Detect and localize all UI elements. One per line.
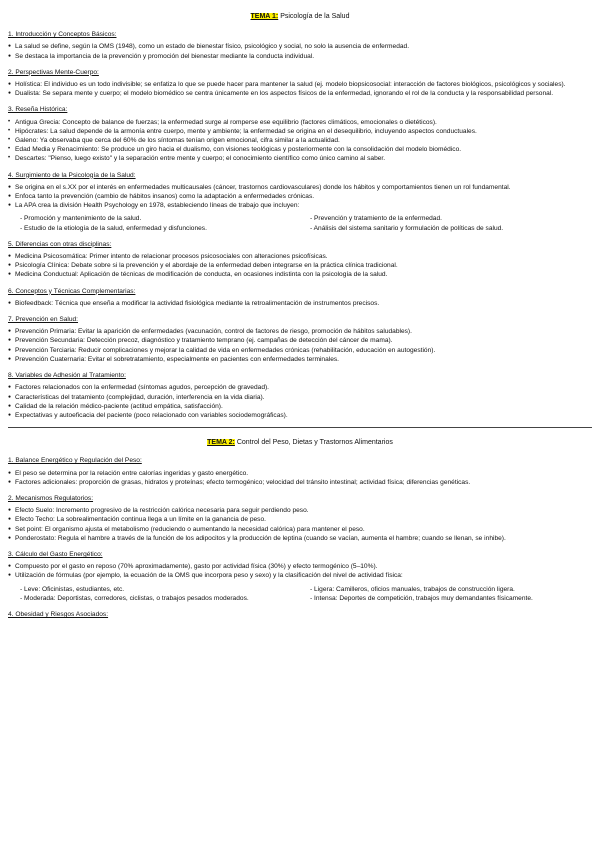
list-item: ● La APA crea la división Health Psychology en 1978, estableciendo líneas de trabajo que incluyen: xyxy=(8,201,592,210)
section-heading: 4. Obesidad y Riesgos Asociados: xyxy=(8,610,109,618)
list-item: ● Psicología Clínica: Debate sobre si la prevención y el abordaje de la enfermedad deben integrarse en la práctica clínica tradicional. xyxy=(8,261,592,270)
list-item: ● Dualista: Se separa mente y cuerpo; el modelo biomédico se centra únicamente en los aspectos físicos de la enfermedad, ignorando el rol de la conducta y la responsabilidad personal. xyxy=(8,89,592,98)
sublist-item: - Ligera: Camilleros, oficios manuales, trabajos de construcción ligera. xyxy=(310,585,515,593)
list-item: ● Enfoca tanto la prevención (cambio de hábitos insanos) como la adaptación a enfermedades crónicas. xyxy=(8,192,592,201)
section-gasto-energetico xyxy=(8,550,592,603)
list-item: ● Prevención Terciaria: Reducir complicaciones y mejorar la calidad de vida en enfermedades crónicas (rehabilitación, educación en autogestión). xyxy=(8,346,592,355)
list-item: ● Se origina en el s.XX por el interés en enfermedades multicausales (cáncer, trastornos cardiovasculares) donde los hábitos y comportamientos tienen un rol fundamental. xyxy=(8,183,592,192)
section-heading: 3. Cálculo del Gasto Energético: xyxy=(8,550,103,558)
sublist-item: - Prevención y tratamiento de la enfermedad. xyxy=(310,215,442,223)
list-item: ● Utilización de fórmulas (por ejemplo, la ecuación de la OMS que incorpora peso y sexo) y la clasificación del nivel de actividad física: xyxy=(8,571,592,580)
sublist-item: - Estudio de la etiología de la salud, enfermedad y disfunciones. xyxy=(20,224,207,232)
list-item: ● Medicina Psicosomática: Primer intento de relacionar procesos psicosociales con alteraciones psicofísicas. xyxy=(8,252,592,261)
list-item: ● Factores adicionales: proporción de grasas, hidratos y proteínas; efecto termogénico; velocidad del tránsito intestinal; actividad física; diferencias genéticas. xyxy=(8,478,592,487)
tema1-title xyxy=(8,12,592,21)
list-item: ● La salud se define, según la OMS (1948), como un estado de bienestar físico, psicológico y social, no solo la ausencia de enfermedad. xyxy=(8,42,592,51)
list-item: • Edad Media y Renacimiento: Se produce un giro hacia el dualismo, con visiones teológicas y posteriormente con la consolidación del modelo biomédico. xyxy=(8,145,592,154)
tema2-subject: Control del Peso, Dietas y Trastornos Alimentarios xyxy=(236,439,393,447)
list-item: ● Efecto Suelo: Incremento progresivo de la restricción calórica necesaria para seguir perdiendo peso. xyxy=(8,506,592,515)
section-conceptos-tecnicas xyxy=(8,287,592,308)
sublist-item: - Promoción y mantenimiento de la salud. xyxy=(20,215,142,223)
list-item: ● Medicina Conductual: Aplicación de técnicas de modificación de conducta, en ocasiones indistinta con la psicología de la salud. xyxy=(8,270,592,279)
section-heading: 7. Prevención en Salud: xyxy=(8,316,79,324)
list-item: ● Prevención Cuaternaria: Evitar el sobretratamiento, especialmente en pacientes con enfermedades terminales. xyxy=(8,355,592,364)
section-mecanismos xyxy=(8,494,592,543)
section-prevencion xyxy=(8,315,592,364)
list-item: ● Prevención Secundaria: Detección precoz, diagnóstico y tratamiento temprano (ej. campañas de detección del cáncer de mama). xyxy=(8,336,592,345)
list-item: • Hipócrates: La salud depende de la armonía entre cuerpo, mente y ambiente; la enfermedad se origina en el desequilibrio, incluyendo aspectos conductuales. xyxy=(8,127,592,136)
section-heading: 6. Conceptos y Técnicas Complementarias: xyxy=(8,287,136,295)
section-balance-energetico xyxy=(8,456,592,487)
section-heading: 2. Mecanismos Regulatorios: xyxy=(8,494,94,502)
list-item: ● Se destaca la importancia de la prevención y promoción del bienestar mediante la conducta individual. xyxy=(8,52,592,61)
list-item: ● Calidad de la relación médico-paciente (actitud empática, satisfacción). xyxy=(8,402,592,411)
section-perspectivas xyxy=(8,68,592,99)
tema2-title xyxy=(8,438,592,447)
sublist-lineas-trabajo xyxy=(20,214,592,232)
section-obesidad xyxy=(8,610,592,619)
list-item: ● Set point: El organismo ajusta el metabolismo (reduciendo o aumentando la necesidad calórica) para mantener el peso. xyxy=(8,525,592,534)
section-heading: 5. Diferencias con otras disciplinas: xyxy=(8,240,112,248)
list-item: • Galeno: Ya observaba que cerca del 60% de los síntomas tenían origen emocional, cifra similar a la actualidad. xyxy=(8,136,592,145)
sublist-item: - Análisis del sistema sanitario y formulación de políticas de salud. xyxy=(310,224,504,232)
tema1-label: TEMA 1: xyxy=(250,13,279,20)
tema2-label: TEMA 2: xyxy=(207,439,235,447)
sublist-item: - Moderada: Deportistas, corredores, ciclistas, o trabajos pesados moderados. xyxy=(20,594,249,602)
section-introduccion xyxy=(8,30,592,61)
section-resena-historica xyxy=(8,105,592,163)
section-heading: 8. Variables de Adhesión al Tratamiento: xyxy=(8,372,126,380)
section-divider xyxy=(8,427,592,428)
sublist-item: - Intensa: Deportes de competición, trabajos muy demandantes físicamente. xyxy=(310,594,533,602)
section-diferencias xyxy=(8,240,592,280)
list-item: ● Prevención Primaria: Evitar la aparición de enfermedades (vacunación, control de factores de riesgo, promoción de hábitos saludables). xyxy=(8,327,592,336)
section-heading: 1. Balance Energético y Regulación del Peso: xyxy=(8,457,142,465)
list-item: ● El peso se determina por la relación entre calorías ingeridas y gasto energético. xyxy=(8,469,592,478)
section-adhesion xyxy=(8,371,592,420)
list-item: ● Expectativas y autoeficacia del paciente (poco relacionado con variables sociodemográficas). xyxy=(8,411,592,420)
list-item: ● Efecto Techo: La sobrealimentación continua llega a un límite en la ganancia de peso. xyxy=(8,515,592,524)
list-item: ● Biofeedback: Técnica que enseña a modificar la actividad fisiológica mediante la retroalimentación de instrumentos precisos. xyxy=(8,299,592,308)
sublist-actividad-fisica xyxy=(20,585,592,603)
section-heading: 2. Perspectivas Mente-Cuerpo: xyxy=(8,68,99,76)
section-surgimiento xyxy=(8,171,592,233)
section-heading: 4. Surgimiento de la Psicología de la Salud: xyxy=(8,171,136,179)
list-item: • Antigua Grecia: Concepto de balance de fuerzas; la enfermedad surge al romperse ese equilibrio (factores climáticos, emocionales o dietéticos). xyxy=(8,118,592,127)
list-item: ● Holística: El individuo es un todo indivisible; se enfatiza lo que se puede hacer para mantener la salud (ej. modelo biopsicosocial: interacción de factores biológicos, psicológicos y sociales). xyxy=(8,80,592,89)
list-item: ● Características del tratamiento (complejidad, duración, interferencia en la vida diaria). xyxy=(8,393,592,402)
section-heading: 3. Reseña Histórica: xyxy=(8,106,68,114)
list-item: • Descartes: "Pienso, luego existo" y la separación entre mente y cuerpo; el conocimiento científico como único camino al saber. xyxy=(8,154,592,163)
list-item: ● Factores relacionados con la enfermedad (síntomas agudos, percepción de gravedad). xyxy=(8,383,592,392)
list-item: ● Compuesto por el gasto en reposo (70% aproximadamente), gasto por actividad física (30%) y efecto termogénico (5–10%). xyxy=(8,562,592,571)
section-heading: 1. Introducción y Conceptos Básicos: xyxy=(8,31,117,39)
sublist-item: - Leve: Oficinistas, estudiantes, etc. xyxy=(20,585,125,593)
tema1-subject: Psicología de la Salud xyxy=(280,13,350,20)
list-item: ● Ponderostato: Regula el hambre a través de la función de los adipocitos y la producción de leptina (cuando se vacían, aumenta el hambre; cuando se llenan, se inhibe). xyxy=(8,534,592,543)
